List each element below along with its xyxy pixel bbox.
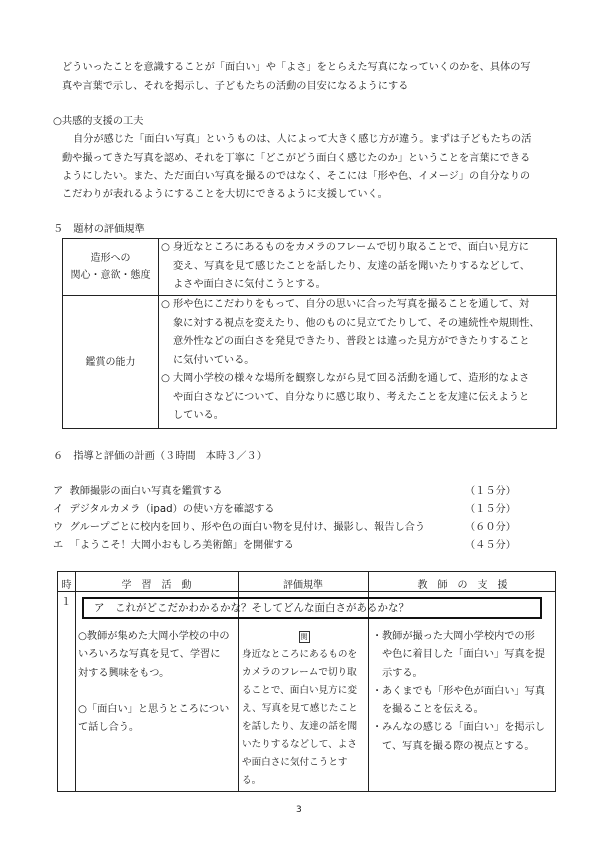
empathy-line-2: 動や撮ってきた写真を認め、それを丁寧に「どこがどう面白く感じたのか」ということを言葉にできる bbox=[62, 153, 531, 164]
header-activity: 学 習 活 動 bbox=[121, 580, 192, 591]
list-item: ○ 大岡小学校の様々な場所を観察しながら見て回る活動を通して、造形的なよさ や面白さなどについて、自分なりに感じ取り、考えたことを友達に伝えようと している。 bbox=[161, 373, 530, 421]
support-cell bbox=[372, 628, 554, 756]
row-number: １ bbox=[61, 597, 72, 608]
step-e: エ 「ようこそ！大岡小おもしろ美術館」を開催する bbox=[53, 540, 294, 551]
list-item: ・ あくまでも「形や色が面白い」写真 を撮ることを伝える。 bbox=[372, 685, 545, 716]
section6-heading: ６ 指導と評価の計画（３時間 本時３／３） bbox=[53, 451, 267, 462]
intro-line-2: 真や言葉で示し、それを掲示し、子どもたちの活動の目安になるようにする bbox=[62, 81, 409, 92]
step-a: ア 教師撮影の面白い写真を鑑賞する bbox=[53, 486, 223, 497]
criteria-label-appreciation: 鑑賞の能力 bbox=[63, 296, 159, 429]
table-row bbox=[63, 239, 557, 296]
step-i-time: （１５分） bbox=[465, 504, 516, 515]
activity-banner: ア これがどこだかわかるかな？そしてどんな面白さがあるかな？ bbox=[82, 597, 542, 619]
empathy-line-1: 自分が感じた「面白い写真」というものは、人によって大きく感じ方が違う。まずは子どもたちの活 bbox=[73, 134, 532, 145]
step-e-time: （４５分） bbox=[465, 540, 516, 551]
step-i: イ デジタルカメラ（ipad）の使い方を確認する bbox=[53, 504, 275, 515]
criteria-content-interest bbox=[159, 239, 557, 296]
header-divider bbox=[58, 591, 555, 592]
list-item: ○ 形や色にこだわりをもって、自分の思いに合った写真を撮ることを通して、対 象に対する視点を変えたり、他のものに見立てたりして、その連続性や規則性、 意外性などの面白さを発見できたり、普段とは違った見方ができたりすること に気付いている。 bbox=[161, 299, 540, 366]
header-criteria: 評価規準 bbox=[283, 580, 323, 591]
table-row bbox=[63, 296, 557, 429]
list-item: ・ みんなの感じる「面白い」を掲示し て、写真を撮る際の視点とする。 bbox=[372, 722, 545, 752]
list-item: ○「面白い」と思うところについ て話し合う。 bbox=[78, 703, 230, 734]
list-item: ・ 教師が撮った大岡小学校内での形 や色に着目した「面白い」写真を提 示する。 bbox=[372, 631, 545, 679]
list-item: ○ 身近なところにあるものをカメラのフレームで切り取ることで、面白い見方に 変え、写真を見て感じたことを話したり、友達の話を聞いたりするなどして、 よさや面白さに気付こうとする。 bbox=[161, 242, 530, 290]
criteria-label-interest: 造形への 関心・意欲・態度 bbox=[63, 239, 159, 296]
activity-cell bbox=[78, 628, 236, 737]
empathy-line-3: ようにしたい。また、ただ面白い写真を撮るのではなく、そこには「形や色、イメージ」の自分なりの bbox=[62, 171, 531, 182]
step-u-time: （６０分） bbox=[465, 522, 516, 533]
criteria-content-appreciation bbox=[159, 296, 557, 429]
evaluation-criteria-table bbox=[62, 238, 557, 429]
page-number: 3 bbox=[296, 805, 302, 815]
intro-line-1: どういったことを意識することが「面白い」や「よさ」をとらえた写真になっていくのかを、具体の写 bbox=[62, 62, 531, 73]
empathy-line-4: こだわりが表れるようにすることを大切にできるように支援していく。 bbox=[62, 189, 388, 200]
column-divider bbox=[75, 572, 76, 791]
evaluation-badge-icon: 関 bbox=[300, 633, 308, 641]
step-a-time: （１５分） bbox=[465, 486, 516, 497]
empathy-heading: ○共感的支援の工夫 bbox=[53, 116, 144, 127]
step-u: ウ グループごとに校内を回り、形や色の面白い物を見付け、撮影し、報告し合う bbox=[53, 522, 426, 533]
header-time: 時 bbox=[61, 580, 72, 591]
lesson-plan-table bbox=[57, 571, 556, 792]
list-item: ○教師が集めた大岡小学校の中の いろいろな写真を見て、学習に 対する興味をもつ。 bbox=[78, 631, 230, 679]
criteria-cell: 関 身近なところにあるものを カメラのフレームで切り取 ることで、面白い見方に変 え、写真を見て感じたこと を話したり、友達の話を聞 いたりするなどして、よさ や面白さに気付こうとする。 bbox=[242, 633, 358, 786]
section5-heading: ５ 題材の評価規準 bbox=[53, 224, 145, 235]
header-support: 教 師 の 支 援 bbox=[417, 580, 508, 591]
